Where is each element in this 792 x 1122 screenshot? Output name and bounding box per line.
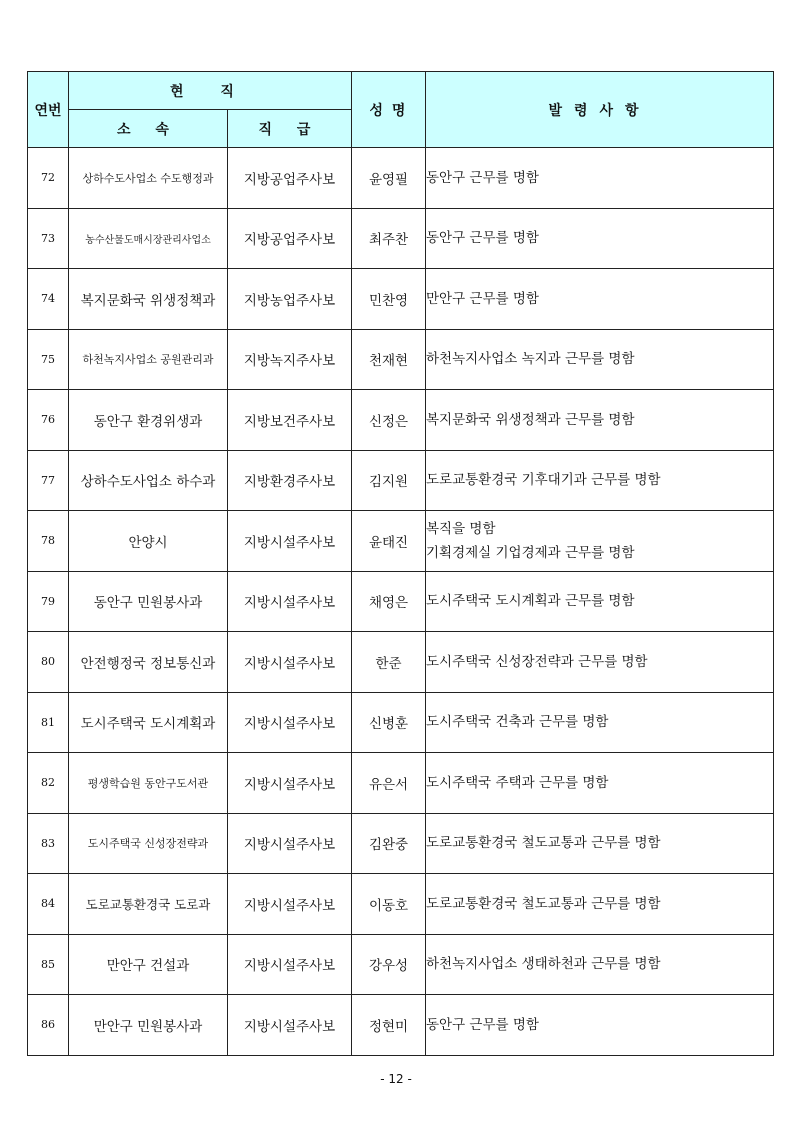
row-rank: 지방시설주사보 — [228, 571, 352, 632]
note-line: 도로교통환경국 기후대기과 근무를 명함 — [426, 472, 661, 489]
table-row — [28, 208, 774, 269]
note-line: 복지문화국 위생정책과 근무를 명함 — [426, 411, 635, 428]
row-dept: 상하수도사업소 하수과 — [69, 450, 228, 511]
note-line: 도로교통환경국 철도교통과 근무를 명함 — [426, 895, 661, 912]
row-dept: 복지문화국 위생정책과 — [69, 269, 228, 330]
table-row — [28, 874, 774, 935]
row-name: 정현미 — [352, 995, 426, 1056]
table-row — [28, 148, 774, 209]
row-no: 81 — [28, 692, 69, 753]
row-note — [426, 874, 774, 935]
table-row — [28, 269, 774, 330]
row-note — [426, 208, 774, 269]
row-name: 한준 — [352, 632, 426, 693]
table-row — [28, 632, 774, 693]
table-row — [28, 934, 774, 995]
table-row — [28, 753, 774, 814]
note-line: 동안구 근무를 명함 — [426, 230, 539, 247]
row-rank: 지방시설주사보 — [228, 934, 352, 995]
row-dept: 상하수도사업소 수도행정과 — [69, 148, 228, 209]
row-rank: 지방농업주사보 — [228, 269, 352, 330]
table-row — [28, 813, 774, 874]
row-name: 최주찬 — [352, 208, 426, 269]
row-rank: 지방환경주사보 — [228, 450, 352, 511]
row-dept: 안전행정국 정보통신과 — [69, 632, 228, 693]
row-no: 72 — [28, 148, 69, 209]
row-note — [426, 450, 774, 511]
row-dept: 안양시 — [69, 511, 228, 572]
row-no: 83 — [28, 813, 69, 874]
note-line: 하천녹지사업소 생태하천과 근무를 명함 — [426, 956, 661, 973]
note-line: 도로교통환경국 철도교통과 근무를 명함 — [426, 835, 661, 852]
table-row — [28, 390, 774, 451]
row-no: 86 — [28, 995, 69, 1056]
row-dept: 만안구 건설과 — [69, 934, 228, 995]
row-no: 79 — [28, 571, 69, 632]
row-dept: 동안구 환경위생과 — [69, 390, 228, 451]
row-note — [426, 753, 774, 814]
row-rank: 지방시설주사보 — [228, 995, 352, 1056]
row-name: 민찬영 — [352, 269, 426, 330]
row-dept: 도시주택국 신성장전략과 — [69, 813, 228, 874]
row-no: 82 — [28, 753, 69, 814]
note-line: 만안구 근무를 명함 — [426, 290, 539, 307]
note-line: 하천녹지사업소 녹지과 근무를 명함 — [426, 351, 635, 368]
row-rank: 지방시설주사보 — [228, 511, 352, 572]
table-row — [28, 450, 774, 511]
row-name: 김지원 — [352, 450, 426, 511]
row-dept: 하천녹지사업소 공원관리과 — [69, 329, 228, 390]
row-no: 84 — [28, 874, 69, 935]
row-name: 유은서 — [352, 753, 426, 814]
row-rank: 지방시설주사보 — [228, 692, 352, 753]
note-line: 기획경제실 기업경제과 근무를 명함 — [426, 544, 635, 561]
table-row — [28, 329, 774, 390]
row-note — [426, 148, 774, 209]
row-note — [426, 995, 774, 1056]
row-rank: 지방공업주사보 — [228, 148, 352, 209]
row-no: 78 — [28, 511, 69, 572]
row-name: 채영은 — [352, 571, 426, 632]
header-current: 현 직 — [69, 72, 352, 110]
table-header — [28, 72, 774, 148]
row-rank: 지방녹지주사보 — [228, 329, 352, 390]
table-row — [28, 511, 774, 572]
row-note — [426, 511, 774, 572]
row-dept: 도시주택국 도시계획과 — [69, 692, 228, 753]
header-dept: 소 속 — [69, 110, 228, 148]
row-name: 강우성 — [352, 934, 426, 995]
table-row — [28, 692, 774, 753]
note-line: 도시주택국 주택과 근무를 명함 — [426, 774, 609, 791]
row-note — [426, 269, 774, 330]
table-row — [28, 571, 774, 632]
row-dept: 동안구 민원봉사과 — [69, 571, 228, 632]
row-dept: 만안구 민원봉사과 — [69, 995, 228, 1056]
header-no: 연번 — [28, 72, 69, 148]
row-rank: 지방시설주사보 — [228, 813, 352, 874]
row-no: 76 — [28, 390, 69, 451]
note-line: 도시주택국 신성장전략과 근무를 명함 — [426, 653, 648, 670]
row-dept: 농수산물도매시장관리사업소 — [69, 208, 228, 269]
note-line: 동안구 근무를 명함 — [426, 1016, 539, 1033]
row-name: 천재현 — [352, 329, 426, 390]
page-number: - 12 - — [380, 1072, 412, 1086]
table-row — [28, 995, 774, 1056]
row-name: 윤영필 — [352, 148, 426, 209]
row-note — [426, 813, 774, 874]
row-rank: 지방시설주사보 — [228, 632, 352, 693]
row-name: 신병훈 — [352, 692, 426, 753]
row-note — [426, 692, 774, 753]
row-no: 85 — [28, 934, 69, 995]
row-name: 신정은 — [352, 390, 426, 451]
row-note — [426, 571, 774, 632]
row-no: 77 — [28, 450, 69, 511]
personnel-table — [27, 71, 774, 1056]
header-note: 발령사항 — [426, 72, 774, 148]
row-no: 73 — [28, 208, 69, 269]
row-rank: 지방시설주사보 — [228, 874, 352, 935]
note-line: 동안구 근무를 명함 — [426, 169, 539, 186]
header-name: 성 명 — [352, 72, 426, 148]
row-name: 김완중 — [352, 813, 426, 874]
row-no: 75 — [28, 329, 69, 390]
row-note — [426, 329, 774, 390]
row-dept: 도로교통환경국 도로과 — [69, 874, 228, 935]
note-line: 도시주택국 도시계획과 근무를 명함 — [426, 593, 635, 610]
row-name: 이동호 — [352, 874, 426, 935]
row-rank: 지방시설주사보 — [228, 753, 352, 814]
row-no: 80 — [28, 632, 69, 693]
row-rank: 지방공업주사보 — [228, 208, 352, 269]
note-line: 도시주택국 건축과 근무를 명함 — [426, 714, 609, 731]
row-note — [426, 934, 774, 995]
header-rank: 직 급 — [228, 110, 352, 148]
row-dept: 평생학습원 동안구도서관 — [69, 753, 228, 814]
row-name: 윤태진 — [352, 511, 426, 572]
row-rank: 지방보건주사보 — [228, 390, 352, 451]
note-line: 복직을 명함 — [426, 520, 496, 537]
row-note — [426, 632, 774, 693]
row-note — [426, 390, 774, 451]
row-no: 74 — [28, 269, 69, 330]
